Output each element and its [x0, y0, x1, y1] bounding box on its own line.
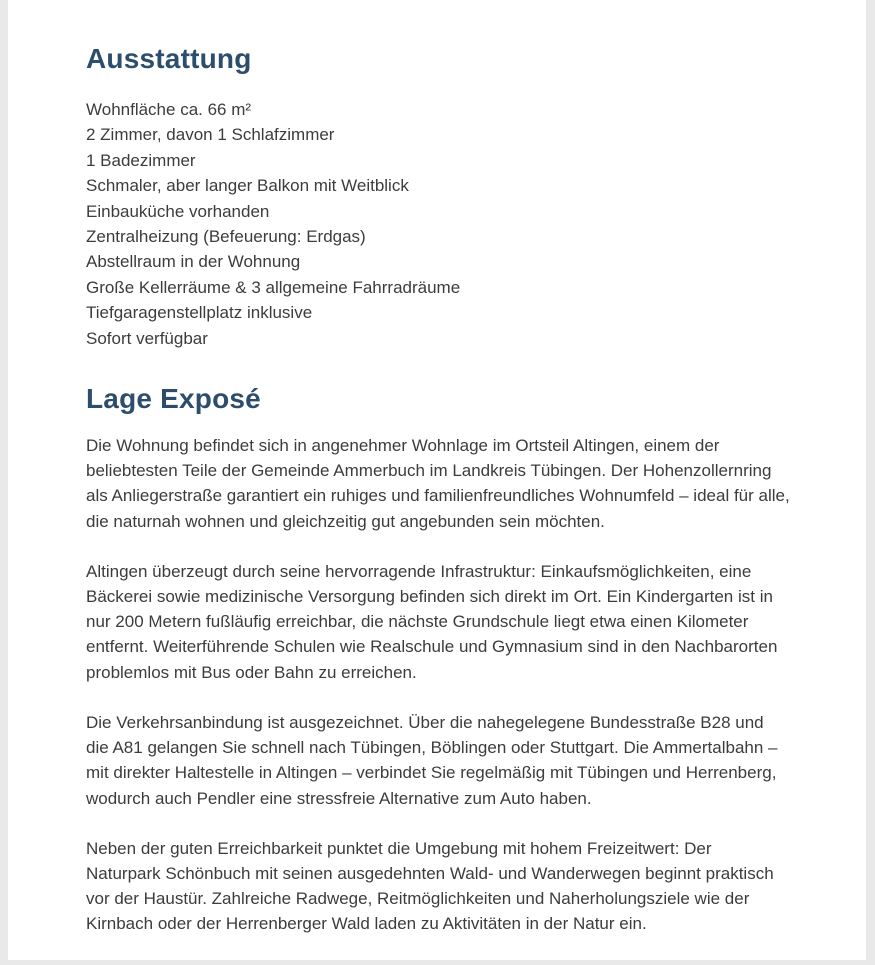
location-paragraph-transport: Die Verkehrsanbindung ist ausgezeichnet. Über die nahegelegene Bundesstraße B28 und die A81 gelangen Sie schnell nach Tübingen, Böblingen oder Stuttgart. Die Ammertalbahn – mit direkter Haltestelle in Altingen – verbindet Sie regelmäßig mit Tübingen und Herrenberg, wodurch auch Pendler eine stressfreie Alternative zum Auto haben.	[86, 712, 778, 808]
feature-item-heating: Zentralheizung (Befeuerung: Erdgas)	[86, 227, 366, 247]
section-title-lage: Lage Exposé	[86, 383, 261, 415]
location-paragraph-leisure: Neben der guten Erreichbarkeit punktet die Umgebung mit hohem Freizeitwert: Der Naturpark Schönbuch mit seinen ausgedehnten Wald- und Wanderwegen beginnt praktisch vor der Haustür. Zahlreiche Radwege, Reitmöglichkeiten und Naherholungsziele wie der Kirnbach oder der Herrenberger Wald laden zu Aktivitäten in der Natur ein.	[86, 838, 774, 934]
feature-item-rooms: 2 Zimmer, davon 1 Schlafzimmer	[86, 125, 335, 145]
feature-item-storage: Abstellraum in der Wohnung	[86, 252, 301, 272]
location-paragraph-residential-area: Die Wohnung befindet sich in angenehmer Wohnlage im Ortsteil Altingen, einem der beliebtesten Teile der Gemeinde Ammerbuch im Landkreis Tübingen. Der Hohenzollernring als Anliegerstraße garantiert ein ruhiges und familienfreundliches Wohnumfeld – ideal für alle, die naturnah wohnen und gleichzeitig gut angebunden sein möchten.	[86, 436, 790, 531]
feature-item-parking: Tiefgaragenstellplatz inklusive	[86, 303, 313, 323]
feature-item-availability: Sofort verfügbar	[86, 328, 208, 348]
feature-item-living-area: Wohnfläche ca. 66 m²	[86, 100, 252, 119]
location-description	[86, 433, 790, 936]
location-paragraph-infrastructure: Altingen überzeugt durch seine hervorragende Infrastruktur: Einkaufsmöglichkeiten, eine Bäckerei sowie medizinische Versorgung befinden sich direkt im Ort. Ein Kindergarten ist in nur 200 Metern fußläufig erreichbar, die nächste Grundschule liegt etwa einen Kilometer entfernt. Weiterführende Schulen wie Realschule und Gymnasium sind in den Nachbarorten problemlos mit Bus oder Bahn zu erreichen.	[86, 561, 778, 682]
feature-item-cellar: Große Kellerräume & 3 allgemeine Fahrradräume	[86, 277, 461, 297]
listing-page	[8, 0, 866, 960]
section-title-ausstattung: Ausstattung	[86, 43, 252, 74]
feature-item-balcony: Schmaler, aber langer Balkon mit Weitblick	[86, 176, 409, 196]
feature-item-bathroom: 1 Badezimmer	[86, 150, 196, 170]
feature-list	[86, 97, 790, 351]
listing-content	[8, 0, 866, 965]
feature-item-kitchen: Einbauküche vorhanden	[86, 201, 270, 221]
